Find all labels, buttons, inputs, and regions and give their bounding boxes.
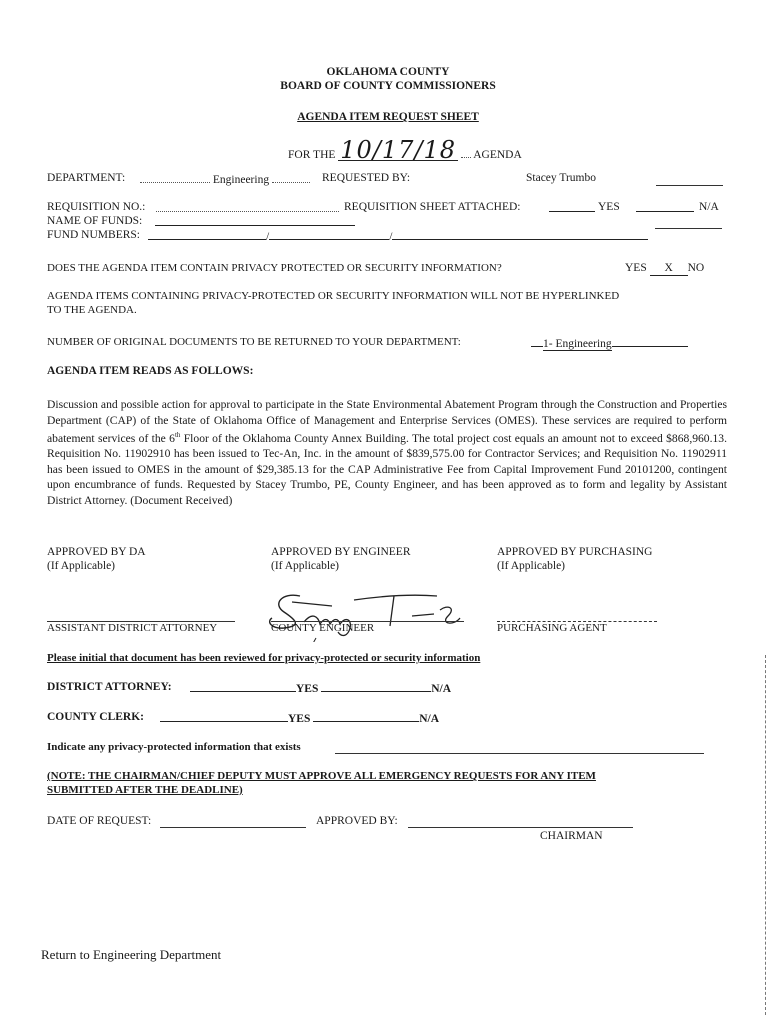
requested-by-extra-line: [656, 184, 723, 186]
name-of-funds-extra-line: [655, 227, 722, 229]
originals-value: 1- Engineering: [543, 338, 612, 350]
sheet-title: AGENDA ITEM REQUEST SHEET: [297, 111, 479, 123]
purchasing-title: PURCHASING AGENT: [497, 622, 607, 634]
privacy-note-line1: AGENDA ITEMS CONTAINING PRIVACY-PROTECTED OR SECURITY INFORMATION WILL NOT BE HYPERLINKED: [47, 290, 620, 302]
district-attorney-field[interactable]: YES N/A: [190, 681, 451, 697]
engineer-if-applicable: (If Applicable): [271, 560, 340, 572]
note-line1: (NOTE: THE CHAIRMAN/CHIEF DEPUTY MUST APPROVE ALL EMERGENCY REQUESTS FOR ANY ITEM: [47, 770, 596, 782]
approved-by-purchasing: APPROVED BY PURCHASING: [497, 546, 653, 558]
requested-by-value: Stacey Trumbo: [526, 172, 596, 184]
originals-field[interactable]: [531, 336, 688, 352]
note-line2: SUBMITTED AFTER THE DEADLINE): [47, 784, 243, 796]
ada-title: ASSISTANT DISTRICT ATTORNEY: [47, 622, 218, 634]
approved-by-engineer: APPROVED BY ENGINEER: [271, 546, 411, 558]
chairman-label: CHAIRMAN: [540, 830, 603, 842]
agenda-label: AGENDA: [473, 149, 522, 161]
privacy-answer[interactable]: [625, 262, 704, 276]
approved-by-field[interactable]: [408, 826, 633, 828]
requisition-yes-field[interactable]: [549, 201, 595, 217]
name-of-funds-label: NAME OF FUNDS:: [47, 215, 143, 227]
originals-label: NUMBER OF ORIGINAL DOCUMENTS TO BE RETURNED TO YOUR DEPARTMENT:: [47, 336, 461, 348]
for-the-line: [288, 136, 522, 164]
date-line: [461, 147, 471, 158]
county-name: OKLAHOMA COUNTY: [326, 66, 450, 78]
board-name: BOARD OF COUNTY COMMISSIONERS: [280, 80, 496, 92]
approved-by-da: APPROVED BY DA: [47, 546, 146, 558]
privacy-no-label: NO: [687, 262, 705, 274]
agenda-item-text: Discussion and possible action for approval to participate in the State Environmental Abatement Program through the Construction and Properties Department (CAP) of the State of Oklahoma Office of Management and Enterprise Services (OMES). These services are required to perform abatement services of the 6th Floor of the Oklahoma County Annex Building. The total project cost equals an amount not to exceed $868,960.13. Requisition No. 11902910 has been issued to Tec-An, Inc. in the amount of $839,575.00 for Contractor Services; and Requisition No. 11902911 has been issued to OMES in the amount of $29,385.13 for the CAP Administrative Fee from Capital Improvement Fund 20101200, contingent upon encumbrance of funds. Requested by Stacey Trumbo, PE, County Engineer, and has been approved as to form and legality by Assistant District Attorney. (Document Received): [47, 398, 727, 507]
indicate-label: Indicate any privacy-protected information that exists: [47, 741, 301, 753]
return-to-label: Return to Engineering Department: [41, 947, 222, 962]
scan-edge-mark: [765, 655, 767, 1015]
engineer-title: COUNTY ENGINEER: [271, 622, 375, 634]
requisition-sheet-label: REQUISITION SHEET ATTACHED:: [344, 201, 521, 213]
date-of-request-label: DATE OF REQUEST:: [47, 815, 152, 827]
requisition-yes-label: YES: [598, 201, 620, 213]
privacy-yes-label: YES: [625, 262, 647, 274]
department-label: DEPARTMENT:: [47, 172, 126, 184]
initial-note: Please initial that document has been reviewed for privacy-protected or security information: [47, 652, 481, 664]
da-if-applicable: (If Applicable): [47, 560, 116, 572]
county-clerk-label: COUNTY CLERK:: [47, 711, 145, 723]
requisition-na-label: N/A: [699, 201, 719, 213]
indicate-field[interactable]: [335, 752, 704, 754]
district-attorney-label: DISTRICT ATTORNEY:: [47, 681, 172, 693]
department-value: Engineering: [212, 174, 270, 186]
privacy-note-line2: TO THE AGENDA.: [47, 304, 137, 316]
privacy-question: DOES THE AGENDA ITEM CONTAIN PRIVACY PROTECTED OR SECURITY INFORMATION?: [47, 262, 502, 274]
department-field[interactable]: [140, 172, 310, 188]
for-the-label: FOR THE: [288, 149, 336, 161]
requested-by-label: REQUESTED BY:: [322, 172, 411, 184]
fund-numbers-label: FUND NUMBERS:: [47, 229, 140, 241]
purchasing-if-applicable: (If Applicable): [497, 560, 566, 572]
county-clerk-field[interactable]: YES N/A: [160, 711, 439, 727]
approved-by-label: APPROVED BY:: [316, 815, 398, 827]
requisition-no-label: REQUISITION NO.:: [47, 201, 146, 213]
fund-numbers-field[interactable]: / /: [148, 229, 648, 245]
requisition-na-field[interactable]: [636, 201, 694, 217]
handwritten-date: 10/17/18: [340, 136, 457, 164]
date-of-request-field[interactable]: [160, 826, 306, 828]
privacy-x-mark: X: [650, 262, 688, 276]
reads-as-follows-heading: AGENDA ITEM READS AS FOLLOWS:: [47, 365, 254, 377]
